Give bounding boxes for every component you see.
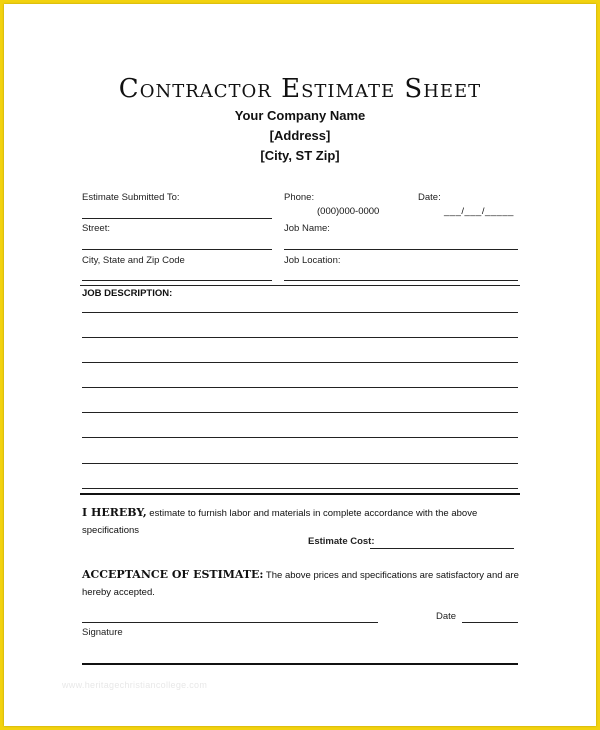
estimate-cost-line[interactable] bbox=[370, 548, 514, 549]
signature-line[interactable] bbox=[82, 622, 378, 623]
job-description-line[interactable] bbox=[82, 463, 518, 464]
estimate-submitted-to-line[interactable] bbox=[82, 218, 272, 219]
job-description-line[interactable] bbox=[82, 412, 518, 413]
job-description-line[interactable] bbox=[82, 488, 518, 489]
date-signature-label: Date bbox=[436, 611, 457, 622]
job-description-line[interactable] bbox=[82, 387, 518, 388]
street-line[interactable] bbox=[82, 249, 272, 250]
company-name: Your Company Name bbox=[234, 108, 366, 123]
company-address: [Address] bbox=[269, 128, 331, 143]
date-signature-line[interactable] bbox=[462, 622, 518, 623]
city-state-zip-label: City, State and Zip Code bbox=[82, 255, 185, 266]
hereby-paragraph bbox=[82, 504, 502, 538]
job-description-line[interactable] bbox=[82, 362, 518, 363]
date-label: Date: bbox=[418, 192, 441, 203]
job-name-label: Job Name: bbox=[284, 223, 330, 234]
job-description-bottom-rule bbox=[80, 493, 520, 495]
job-description-line[interactable] bbox=[82, 312, 518, 313]
bottom-rule bbox=[82, 663, 518, 665]
job-location-label: Job Location: bbox=[284, 255, 341, 266]
job-description-line[interactable] bbox=[82, 437, 518, 438]
phone-label: Phone: bbox=[284, 192, 315, 203]
job-description-label: JOB DESCRIPTION: bbox=[82, 288, 173, 299]
acceptance-text: The above prices and specifications are satisfactory and are hereby accepted. bbox=[82, 570, 519, 598]
acceptance-paragraph bbox=[82, 566, 522, 600]
company-city-state-zip: [City, ST Zip] bbox=[260, 148, 340, 163]
job-description-top-rule bbox=[80, 285, 520, 286]
date-value: ___/___/_____ bbox=[444, 206, 514, 217]
job-description-line[interactable] bbox=[82, 337, 518, 338]
street-label: Street: bbox=[82, 223, 110, 234]
estimate-cost-label: Estimate Cost: bbox=[308, 536, 375, 547]
hereby-lead: I HEREBY, bbox=[82, 506, 147, 519]
hereby-text: estimate to furnish labor and materials in complete accordance with the above specifications bbox=[82, 508, 478, 536]
city-state-zip-line[interactable] bbox=[82, 280, 272, 281]
phone-value: (000)000-0000 bbox=[317, 206, 380, 217]
acceptance-lead: ACCEPTANCE OF ESTIMATE: bbox=[82, 568, 264, 581]
job-name-line[interactable] bbox=[284, 249, 518, 250]
estimate-submitted-to-label: Estimate Submitted To: bbox=[82, 192, 180, 203]
estimate-sheet-page bbox=[4, 4, 596, 726]
document-title: Contractor Estimate Sheet bbox=[118, 74, 482, 104]
signature-label: Signature bbox=[82, 627, 123, 638]
job-location-line[interactable] bbox=[284, 280, 518, 281]
watermark-text: www.heritagechristiancollege.com bbox=[62, 680, 208, 690]
